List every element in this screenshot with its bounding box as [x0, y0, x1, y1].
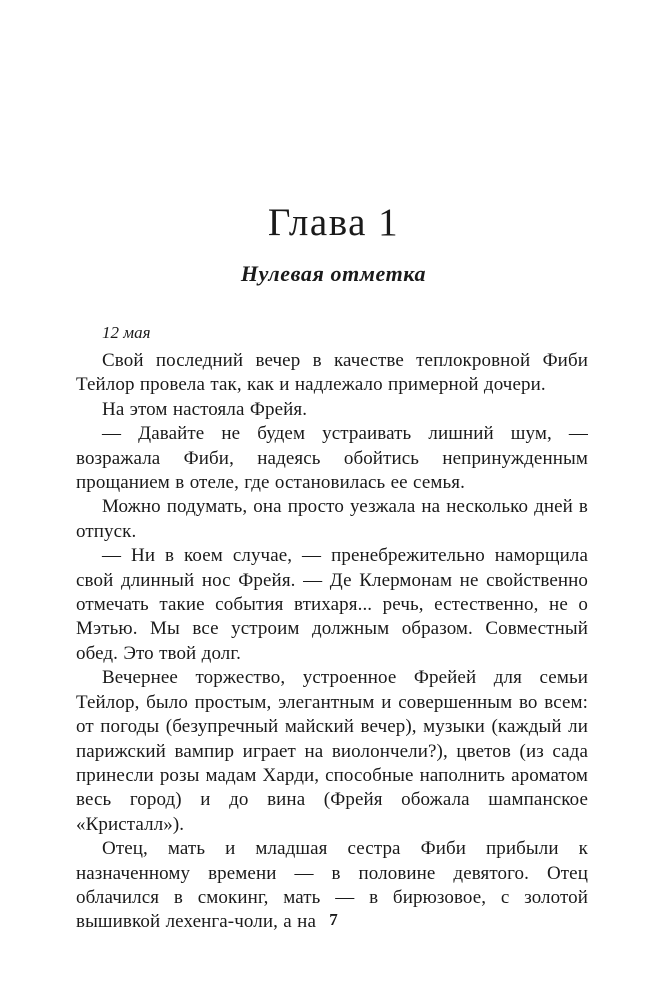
paragraph: Отец, мать и младшая сестра Фиби прибыли к назначенному времени — в половине девятого. Отец облачился в смокинг, мать — в бирюзовое, с золотой вышивкой лехенга-чоли, а на: [76, 838, 588, 933]
chapter-subtitle: Нулевая отметка: [240, 261, 427, 286]
dateline: 12 мая: [102, 323, 151, 342]
paragraph: Свой последний вечер в качестве теплокровной Фиби Тейлор провела так, как и надлежало примерной дочери.: [76, 350, 588, 396]
paragraph: — Ни в коем случае, — пренебрежительно наморщила свой длинный нос Фрейя. — Де Клермонам не свойственно отмечать такие события втихаря... речь, естественно, не о Мэтью. Мы все устроим должным образом. Совместный обед. Это твой долг.: [76, 545, 588, 664]
chapter-title: Глава 1: [267, 201, 400, 244]
chapter-body: [76, 319, 588, 935]
paragraph: Можно подумать, она просто уезжала на несколько дней в отпуск.: [76, 496, 588, 542]
paragraph: Вечернее торжество, устроенное Фрейей для семьи Тейлор, было простым, элегантным и совершенным во всем: от погоды (безупречный майский вечер), музыки (каждый ли парижский вампир играет на виолончели?), цветов (из сада принесли розы мадам Харди, способные наполнить ароматом весь город) и до вина (Фрейя обожала шампанское «Кристалл»).: [76, 667, 588, 835]
page-number: 7: [329, 910, 338, 929]
paragraph: — Давайте не будем устраивать лишний шум, — возражала Фиби, надеясь обойтись непринужденным прощанием в отеле, где остановилась ее семья.: [76, 423, 588, 494]
paragraph: На этом настояла Фрейя.: [102, 398, 308, 420]
